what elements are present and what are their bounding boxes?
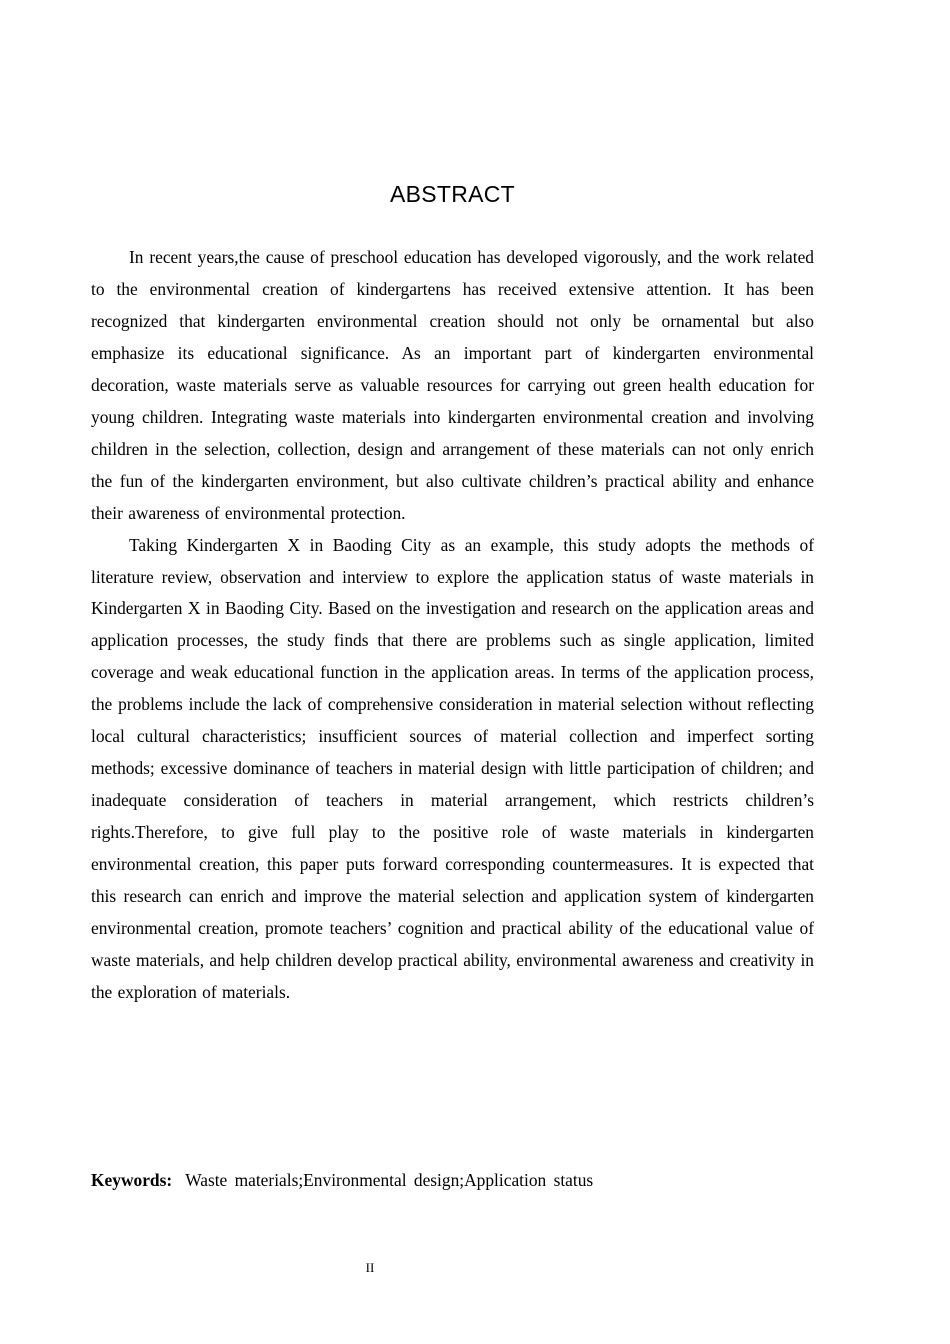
abstract-body [91,242,814,1009]
keywords-line [91,1164,814,1196]
keywords-label: Keywords: [91,1170,173,1190]
page-number: II [365,1260,375,1275]
page-title: ABSTRACT [389,181,516,207]
keywords-value: Waste materials;Environmental design;Application status [185,1170,594,1190]
abstract-paragraph-1: In recent years,the cause of preschool education has developed vigorously, and the work related to the environmental creation of kindergartens has received extensive attention. It has been recognized that kindergarten environmental creation should not only be ornamental but also emphasize its educational significance. As an important part of kindergarten environmental decoration, waste materials serve as valuable resources for carrying out green health education for young children. Integrating waste materials into kindergarten environmental creation and involving children in the selection, collection, design and arrangement of these materials can not only enrich the fun of the kindergarten environment, but also cultivate children’s practical ability and enhance their awareness of environmental protection. [91,247,814,523]
abstract-paragraph-2: Taking Kindergarten X in Baoding City as an example, this study adopts the methods of literature review, observation and interview to explore the application status of waste materials in Kindergarten X in Baoding City. Based on the investigation and research on the application areas and application processes, the study finds that there are problems such as single application, limited coverage and weak educational function in the application areas. In terms of the application process, the problems include the lack of comprehensive consideration in material selection without reflecting local cultural characteristics; insufficient sources of material collection and imperfect sorting methods; excessive dominance of teachers in material design with little participation of children; and inadequate consideration of teachers in material arrangement, which restricts children’s rights.Therefore, to give full play to the positive role of waste materials in kindergarten environmental creation, this paper puts forward corresponding countermeasures. It is expected that this research can enrich and improve the material selection and application system of kindergarten environmental creation, promote teachers’ cognition and practical ability of the educational value of waste materials, and help children develop practical ability, environmental awareness and creativity in the exploration of materials. [91,534,814,1002]
